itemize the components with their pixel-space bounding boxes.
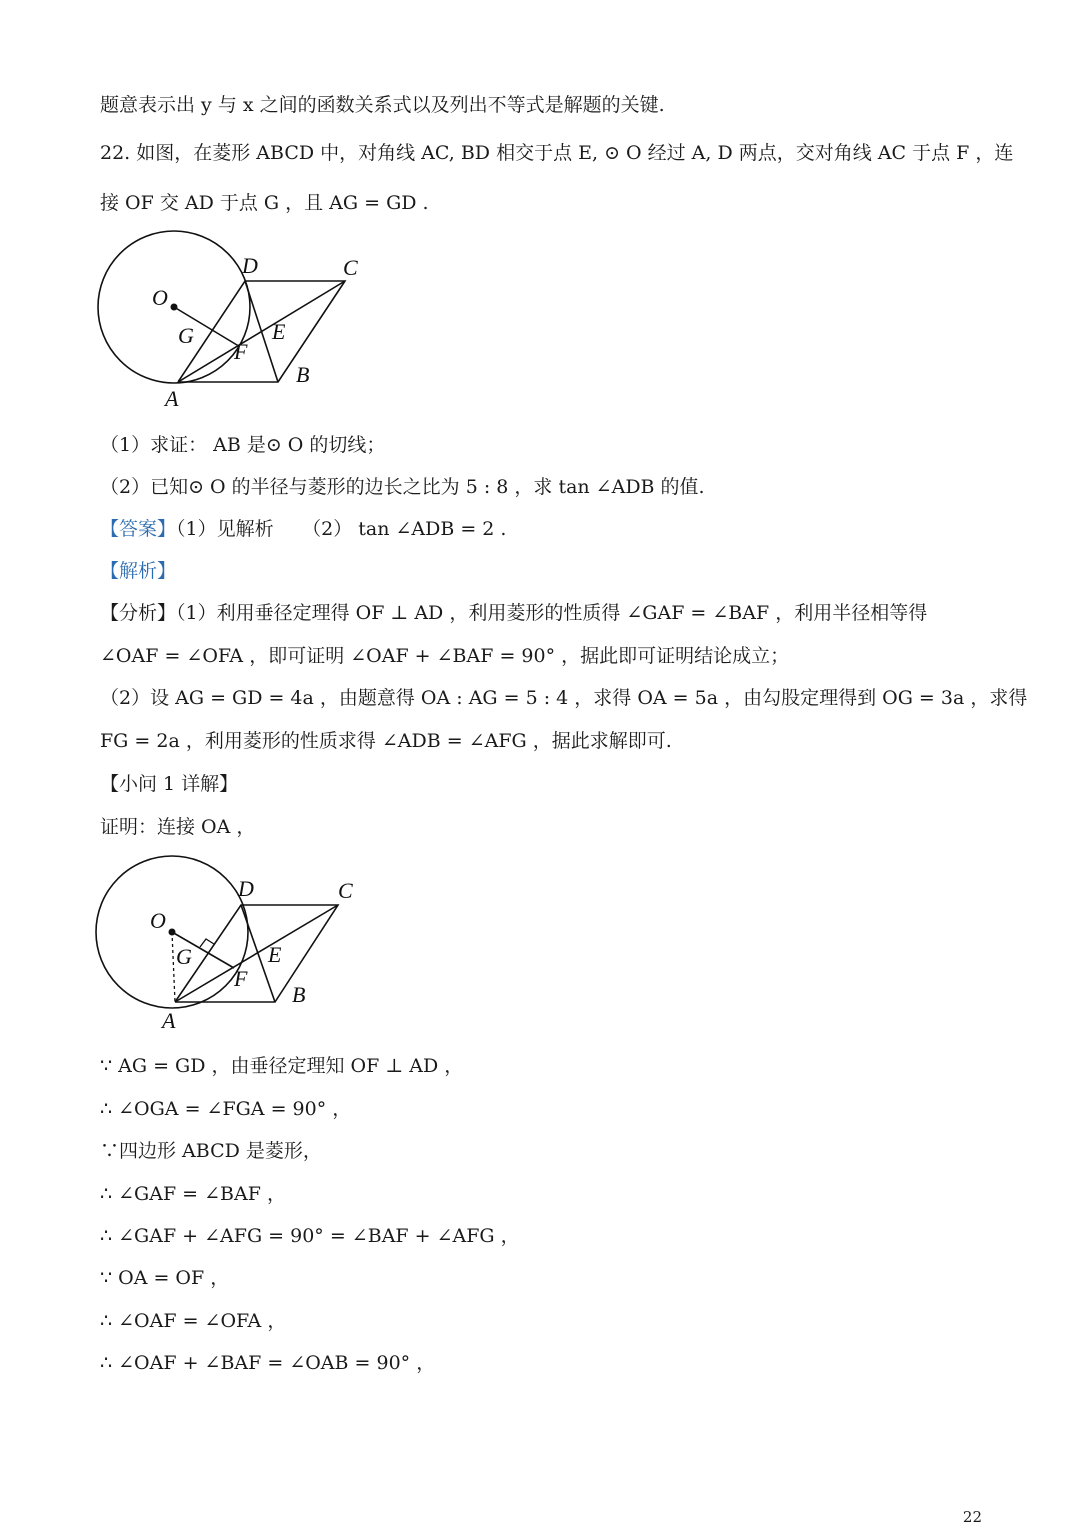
proof-line-4: ∴ ∠GAF = ∠BAF ，	[100, 1183, 286, 1205]
answer-tag: 【答案】	[100, 518, 177, 540]
answer-line	[100, 516, 984, 542]
label-G: G	[178, 323, 194, 348]
proof-line-3: ∵四边形 ABCD 是菱形，	[100, 1140, 322, 1162]
label-O: O	[150, 908, 166, 933]
proof-line-5: ∴ ∠GAF + ∠AFG = 90° = ∠BAF + ∠AFG ，	[100, 1225, 520, 1247]
label-O: O	[152, 285, 168, 310]
label-A: A	[162, 1008, 176, 1033]
geometry-figure-2	[88, 850, 378, 1040]
label-C: C	[343, 255, 358, 280]
proof-line-7: ∴ ∠OAF = ∠OFA ，	[100, 1310, 287, 1332]
analysis-line-1: 【分析】（1）利用垂径定理得 OF ⊥ AD ，利用菱形的性质得 ∠GAF = ∠BAF ，利用半径相等得	[100, 602, 928, 624]
proof-line-6: ∵ OA = OF ，	[100, 1267, 230, 1289]
part-1-heading: 【小问 1 详解】	[100, 773, 239, 795]
label-G: G	[176, 944, 192, 969]
proof-line-1: ∵ AG = GD ，由垂径定理知 OF ⊥ AD ，	[100, 1055, 464, 1077]
label-B: B	[292, 982, 306, 1007]
text-line-intro: 题意表示出 y 与 x 之间的函数关系式以及列出不等式是解题的关键.	[100, 94, 665, 116]
question-part-1: （1）求证： AB 是⊙ O 的切线；	[100, 434, 386, 456]
answer-text: （1）见解析 （2） tan ∠ADB = 2 .	[176, 518, 507, 540]
label-A: A	[165, 386, 179, 411]
geometry-figure-1	[90, 225, 380, 415]
problem-22-line-2: 接 OF 交 AD 于点 G ，且 AG = GD .	[100, 192, 429, 214]
label-D: D	[242, 253, 258, 278]
label-C: C	[338, 878, 353, 903]
problem-22-line-1: 22. 如图，在菱形 ABCD 中，对角线 AC, BD 相交于点 E, ⊙ O 经过 A, D 两点，交对角线 AC 于点 F ，连	[100, 142, 1014, 164]
page-number: 22	[962, 1508, 982, 1526]
analysis-line-4: FG = 2a ，利用菱形的性质求得 ∠ADB = ∠AFG ，据此求解即可.	[100, 730, 672, 752]
question-part-2: （2）已知⊙ O 的半径与菱形的边长之比为 5 : 8 ，求 tan ∠ADB 的值.	[100, 476, 705, 498]
label-E: E	[272, 319, 286, 344]
label-E: E	[268, 942, 282, 967]
label-F: F	[234, 339, 248, 364]
label-B: B	[296, 362, 310, 387]
label-D: D	[238, 876, 254, 901]
analysis-tag: 【解析】	[100, 560, 177, 582]
proof-line-2: ∴ ∠OGA = ∠FGA = 90° ，	[100, 1098, 352, 1120]
analysis-line-3: （2）设 AG = GD = 4a ，由题意得 OA : AG = 5 : 4 ，求得 OA = 5a ，由勾股定理得到 OG = 3a ，求得	[100, 687, 1028, 709]
analysis-line-2: ∠OAF = ∠OFA ，即可证明 ∠OAF + ∠BAF = 90° ，据此即可证明结论成立；	[100, 645, 790, 667]
proof-line-8: ∴ ∠OAF + ∠BAF = ∠OAB = 90° ，	[100, 1352, 436, 1374]
label-F: F	[234, 966, 248, 991]
proof-start: 证明：连接 OA ，	[100, 816, 256, 838]
